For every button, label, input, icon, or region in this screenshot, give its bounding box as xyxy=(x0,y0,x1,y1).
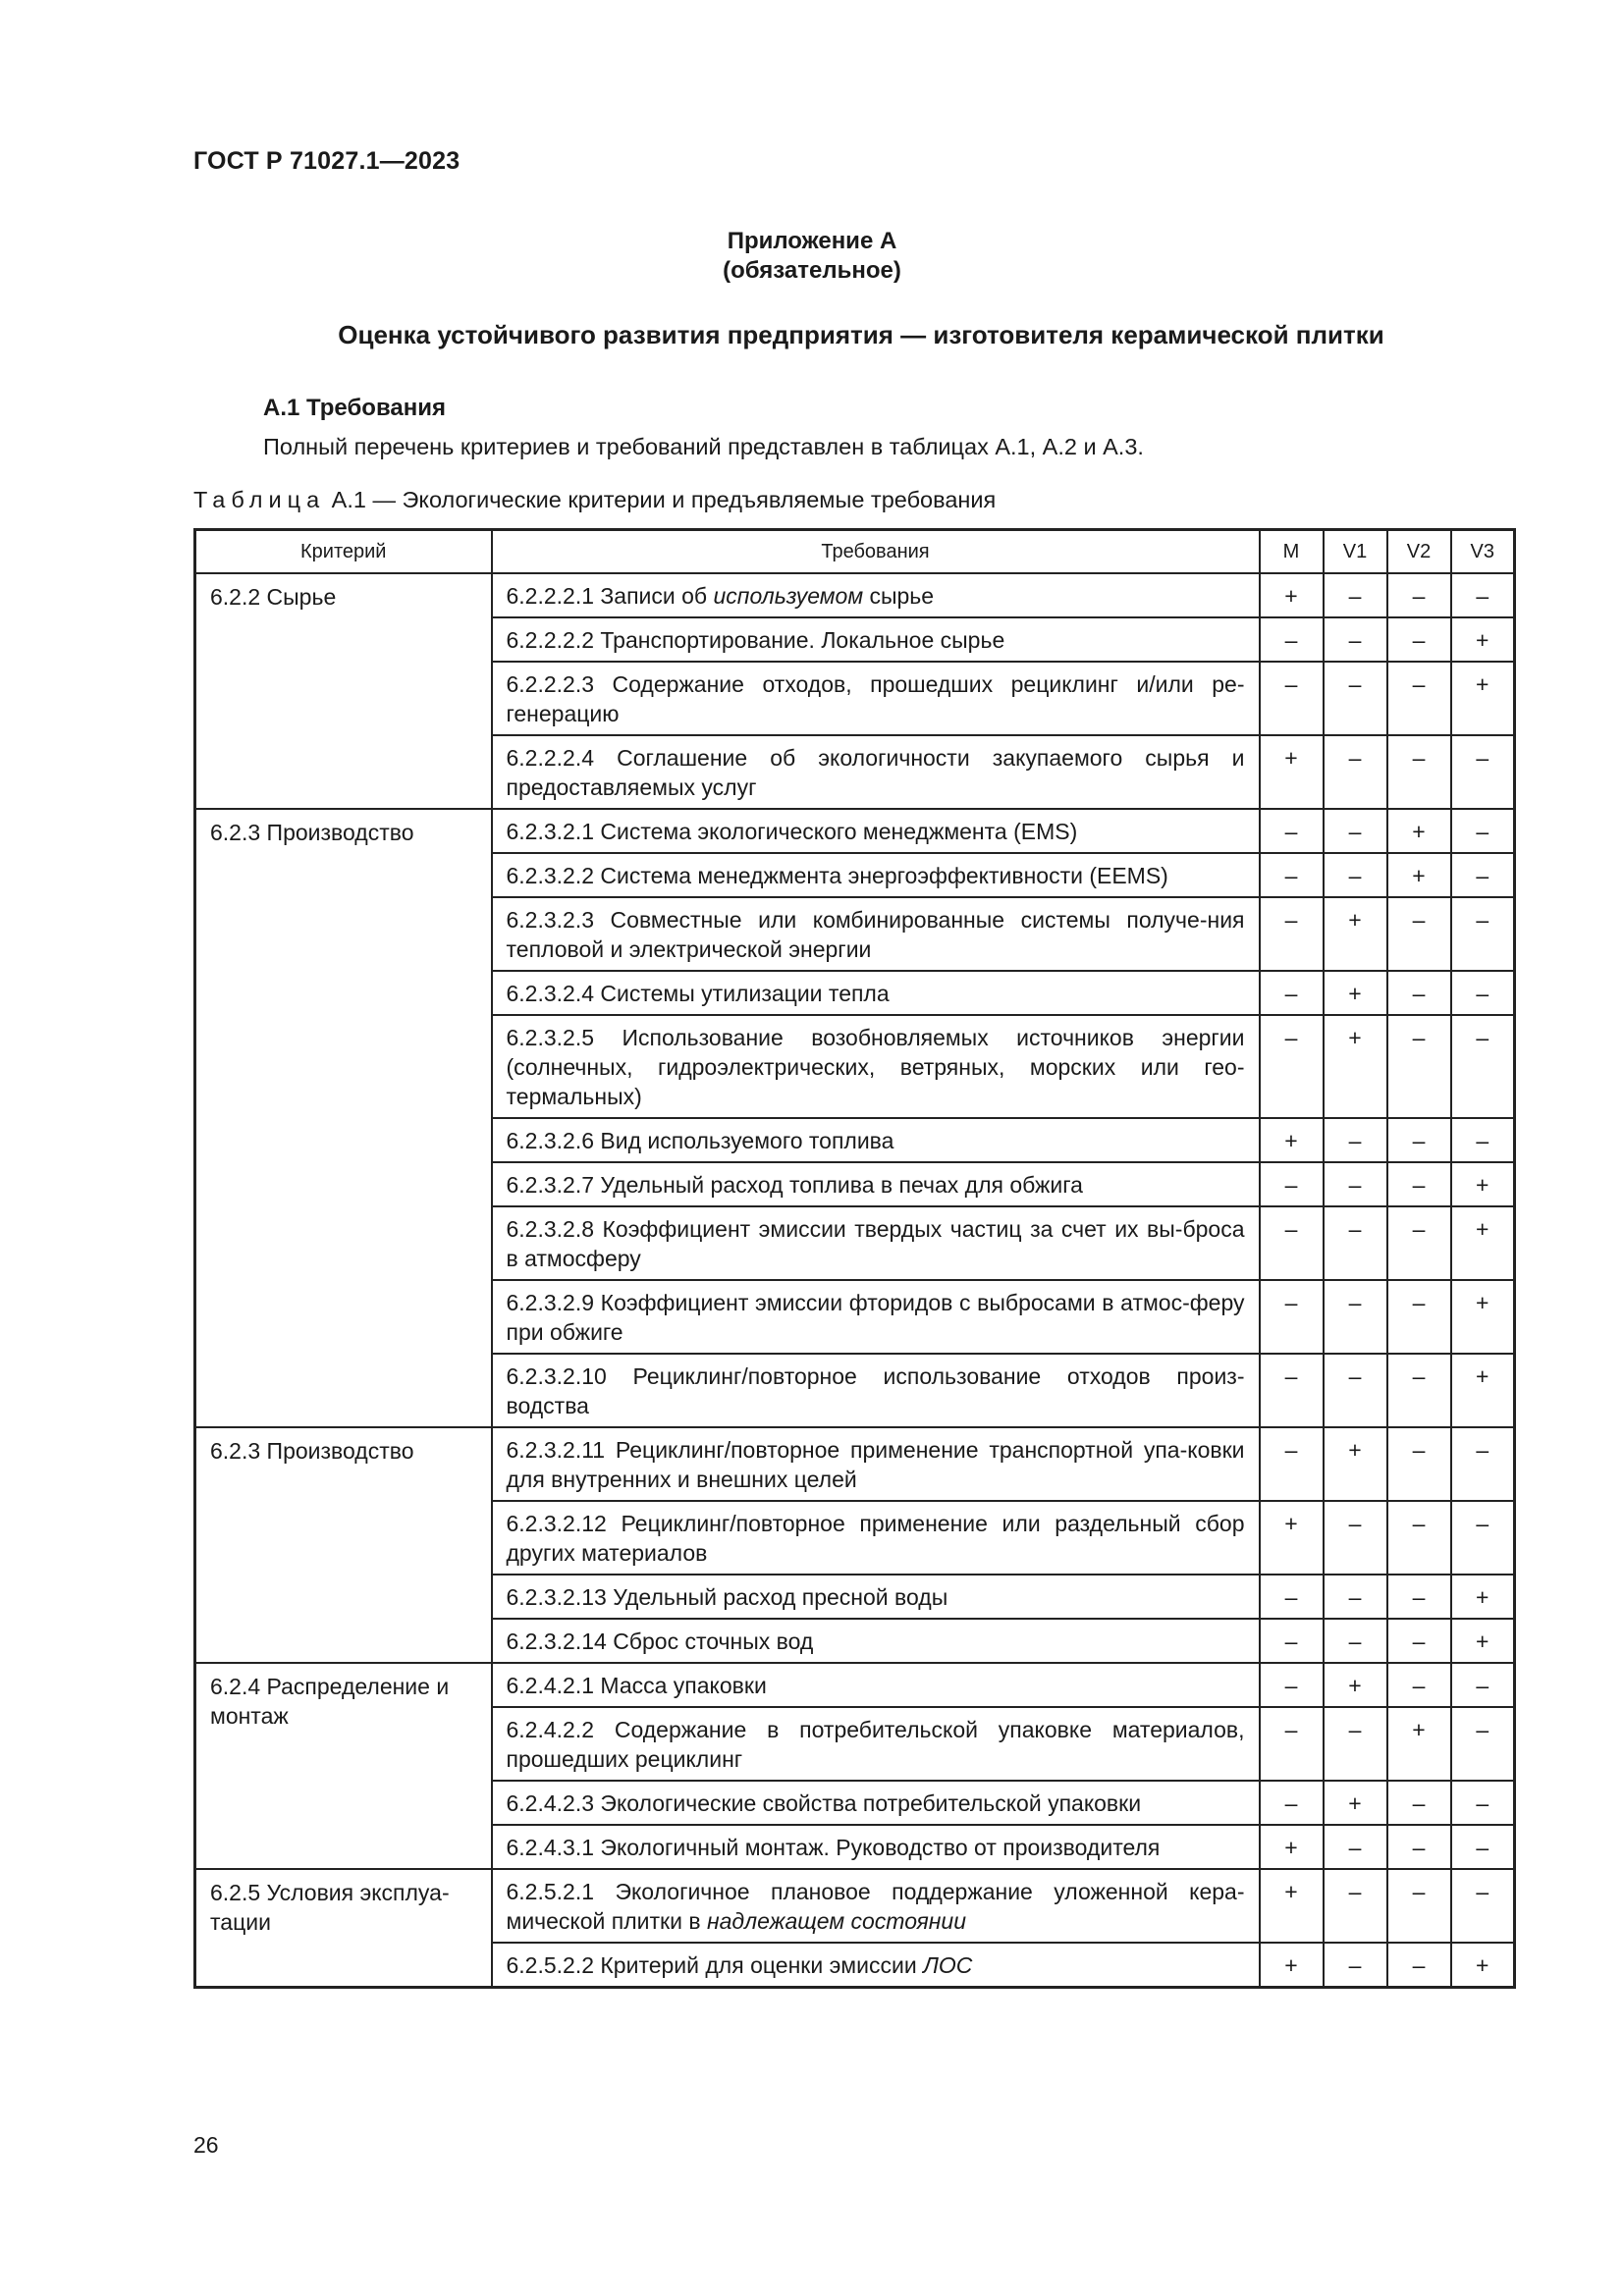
mark-v3: + xyxy=(1451,617,1515,662)
mark-v3: – xyxy=(1451,1781,1515,1825)
mark-m: – xyxy=(1260,1206,1324,1280)
mark-v2: + xyxy=(1387,809,1451,853)
criterion-cell: 6.2.3 Производство xyxy=(195,1427,492,1663)
mark-v2: – xyxy=(1387,662,1451,735)
page-number: 26 xyxy=(193,2132,219,2158)
mark-v1: – xyxy=(1324,1869,1387,1943)
requirement-cell xyxy=(492,1354,1260,1427)
mark-m: – xyxy=(1260,1707,1324,1781)
mark-m: – xyxy=(1260,971,1324,1015)
mark-v3: + xyxy=(1451,1943,1515,1988)
mark-v2: – xyxy=(1387,735,1451,809)
mark-v1: – xyxy=(1324,735,1387,809)
mark-v1: – xyxy=(1324,617,1387,662)
column-header-v2: V2 xyxy=(1387,530,1451,574)
requirement-cell xyxy=(492,1663,1260,1707)
requirement-text: 6.2.2.2.2 Транспортирование. Локальное сырье xyxy=(506,627,1005,653)
column-header-requirements: Требования xyxy=(492,530,1260,574)
mark-v3: – xyxy=(1451,1663,1515,1707)
mark-v2: – xyxy=(1387,1663,1451,1707)
requirement-text: 6.2.2.2.4 Соглашение об экологичности закупаемого сырья и предоставляемых услуг xyxy=(506,745,1245,800)
requirement-cell xyxy=(492,1501,1260,1575)
mark-v1: + xyxy=(1324,971,1387,1015)
criterion-cell: 6.2.2 Сырье xyxy=(195,573,492,809)
requirement-text: 6.2.4.3.1 Экологичный монтаж. Руководство от производителя xyxy=(506,1835,1161,1860)
mark-v2: – xyxy=(1387,1619,1451,1663)
mark-m: – xyxy=(1260,1663,1324,1707)
mark-v3: – xyxy=(1451,1015,1515,1118)
mark-v1: – xyxy=(1324,1825,1387,1869)
mark-v3: – xyxy=(1451,1427,1515,1501)
mark-v1: + xyxy=(1324,1427,1387,1501)
appendix-title: Приложение А xyxy=(727,228,897,254)
mark-m: – xyxy=(1260,809,1324,853)
section-paragraph: Полный перечень критериев и требований представлен в таблицах А.1, А.2 и А.3. xyxy=(263,434,1144,459)
mark-v1: – xyxy=(1324,1707,1387,1781)
requirement-text: 6.2.5.2.1 Экологичное плановое поддержание уложенной кера-мической плитки в xyxy=(506,1879,1245,1934)
mark-m: – xyxy=(1260,1619,1324,1663)
mark-v3: – xyxy=(1451,1825,1515,1869)
mark-v2: – xyxy=(1387,573,1451,617)
mark-v2: – xyxy=(1387,1825,1451,1869)
requirement-text: 6.2.3.2.11 Рециклинг/повторное применение транспортной упа-ковки для внутренних и внешних целей xyxy=(506,1437,1245,1492)
requirement-cell xyxy=(492,1118,1260,1162)
column-header-criterion: Критерий xyxy=(195,530,492,574)
column-header-v3: V3 xyxy=(1451,530,1515,574)
criterion-cell: 6.2.4 Распределение и монтаж xyxy=(195,1663,492,1869)
requirement-cell xyxy=(492,1575,1260,1619)
mark-v3: – xyxy=(1451,971,1515,1015)
mark-m: + xyxy=(1260,1501,1324,1575)
mark-m: – xyxy=(1260,853,1324,897)
table-body xyxy=(195,573,1515,1988)
requirement-cell xyxy=(492,971,1260,1015)
mark-v1: – xyxy=(1324,1501,1387,1575)
table-header-row xyxy=(195,530,1515,574)
table-row xyxy=(195,1663,1515,1707)
requirement-emphasis: используемом xyxy=(713,583,864,609)
criterion-cell: 6.2.3 Производство xyxy=(195,809,492,1427)
mark-v2: – xyxy=(1387,1118,1451,1162)
requirement-text: 6.2.3.2.14 Сброс сточных вод xyxy=(506,1629,814,1654)
requirement-cell xyxy=(492,1280,1260,1354)
mark-v3: + xyxy=(1451,1162,1515,1206)
requirement-cell xyxy=(492,1619,1260,1663)
requirement-text: 6.2.3.2.3 Совместные или комбинированные системы получе-ния тепловой и электрической энергии xyxy=(506,907,1245,962)
requirement-text: 6.2.3.2.13 Удельный расход пресной воды xyxy=(506,1584,948,1610)
mark-v2: – xyxy=(1387,1162,1451,1206)
table-row xyxy=(195,809,1515,853)
section-heading: А.1 Требования xyxy=(263,395,446,421)
requirement-cell xyxy=(492,573,1260,617)
requirement-emphasis: ЛОС xyxy=(923,1952,973,1978)
requirement-text: 6.2.3.2.12 Рециклинг/повторное применение или раздельный сбор других материалов xyxy=(506,1511,1245,1566)
mark-m: – xyxy=(1260,1781,1324,1825)
mark-v1: + xyxy=(1324,1663,1387,1707)
mark-v1: – xyxy=(1324,853,1387,897)
requirement-cell xyxy=(492,1943,1260,1988)
mark-m: + xyxy=(1260,1943,1324,1988)
mark-v2: – xyxy=(1387,971,1451,1015)
mark-v2: – xyxy=(1387,1781,1451,1825)
requirement-cell xyxy=(492,853,1260,897)
mark-v3: – xyxy=(1451,1501,1515,1575)
mark-m: – xyxy=(1260,897,1324,971)
document-code: ГОСТ Р 71027.1—2023 xyxy=(193,147,460,175)
mark-v1: – xyxy=(1324,1943,1387,1988)
mark-v3: – xyxy=(1451,573,1515,617)
mark-v1: + xyxy=(1324,897,1387,971)
mark-v2: – xyxy=(1387,1354,1451,1427)
requirement-cell xyxy=(492,809,1260,853)
requirement-text: 6.2.3.2.4 Системы утилизации тепла xyxy=(506,981,890,1006)
requirement-text: 6.2.4.2.1 Масса упаковки xyxy=(506,1673,767,1698)
mark-v1: – xyxy=(1324,1118,1387,1162)
requirement-text: 6.2.3.2.7 Удельный расход топлива в печах для обжига xyxy=(506,1172,1083,1198)
mark-m: + xyxy=(1260,1118,1324,1162)
mark-v3: + xyxy=(1451,1575,1515,1619)
requirement-cell xyxy=(492,1206,1260,1280)
mark-v1: – xyxy=(1324,662,1387,735)
mark-v1: – xyxy=(1324,1280,1387,1354)
mark-v1: + xyxy=(1324,1781,1387,1825)
mark-m: – xyxy=(1260,1015,1324,1118)
table-caption-label: Таблица xyxy=(193,487,326,512)
mark-m: – xyxy=(1260,1427,1324,1501)
mark-v2: – xyxy=(1387,1427,1451,1501)
column-header-v1: V1 xyxy=(1324,530,1387,574)
mark-m: – xyxy=(1260,1280,1324,1354)
mark-v3: + xyxy=(1451,1280,1515,1354)
mark-v3: – xyxy=(1451,735,1515,809)
requirement-text: 6.2.3.2.10 Рециклинг/повторное использование отходов произ-водства xyxy=(506,1363,1245,1418)
requirement-text: 6.2.2.2.1 Записи об xyxy=(506,583,714,609)
mark-v1: – xyxy=(1324,1206,1387,1280)
requirement-text: 6.2.5.2.2 Критерий для оценки эмиссии xyxy=(506,1952,924,1978)
appendix-status: (обязательное) xyxy=(723,257,901,284)
requirement-text-tail: сырье xyxy=(863,583,935,609)
requirement-text: 6.2.3.2.1 Система экологического менеджмента (EMS) xyxy=(506,819,1078,844)
requirement-cell xyxy=(492,735,1260,809)
page-title: Оценка устойчивого развития предприятия — изготовителя керамической плитки xyxy=(338,320,1384,349)
mark-v3: – xyxy=(1451,809,1515,853)
mark-v2: + xyxy=(1387,853,1451,897)
requirement-cell xyxy=(492,1162,1260,1206)
mark-m: – xyxy=(1260,617,1324,662)
mark-v3: – xyxy=(1451,1118,1515,1162)
requirement-text: 6.2.4.2.3 Экологические свойства потребительской упаковки xyxy=(506,1790,1142,1816)
mark-m: + xyxy=(1260,735,1324,809)
mark-m: + xyxy=(1260,1825,1324,1869)
mark-v3: – xyxy=(1451,1707,1515,1781)
mark-v1: – xyxy=(1324,1162,1387,1206)
requirements-table xyxy=(193,528,1516,1989)
requirement-cell xyxy=(492,1707,1260,1781)
mark-v2: – xyxy=(1387,897,1451,971)
requirement-cell xyxy=(492,617,1260,662)
requirement-text: 6.2.3.2.9 Коэффициент эмиссии фторидов с выбросами в атмос-феру при обжиге xyxy=(506,1290,1245,1345)
mark-v1: – xyxy=(1324,573,1387,617)
requirement-cell xyxy=(492,1825,1260,1869)
mark-m: – xyxy=(1260,1575,1324,1619)
mark-m: + xyxy=(1260,573,1324,617)
mark-v2: – xyxy=(1387,1869,1451,1943)
mark-v1: + xyxy=(1324,1015,1387,1118)
mark-v2: – xyxy=(1387,617,1451,662)
mark-v2: + xyxy=(1387,1707,1451,1781)
mark-v2: – xyxy=(1387,1943,1451,1988)
mark-v2: – xyxy=(1387,1015,1451,1118)
column-header-m: M xyxy=(1260,530,1324,574)
requirement-text: 6.2.3.2.6 Вид используемого топлива xyxy=(506,1128,894,1153)
mark-v3: – xyxy=(1451,897,1515,971)
mark-v1: – xyxy=(1324,1354,1387,1427)
requirement-text: 6.2.2.2.3 Содержание отходов, прошедших рециклинг и/или ре-генерацию xyxy=(506,671,1245,726)
mark-v3: + xyxy=(1451,662,1515,735)
mark-v2: – xyxy=(1387,1206,1451,1280)
requirement-cell xyxy=(492,662,1260,735)
mark-v2: – xyxy=(1387,1575,1451,1619)
requirement-text: 6.2.4.2.2 Содержание в потребительской упаковке материалов, прошедших рециклинг xyxy=(506,1717,1245,1772)
requirement-text: 6.2.3.2.8 Коэффициент эмиссии твердых частиц за счет их вы-броса в атмосферу xyxy=(506,1216,1245,1271)
mark-v3: + xyxy=(1451,1206,1515,1280)
mark-m: – xyxy=(1260,662,1324,735)
mark-v3: + xyxy=(1451,1354,1515,1427)
mark-v1: – xyxy=(1324,1575,1387,1619)
requirement-text: 6.2.3.2.5 Использование возобновляемых источников энергии (солнечных, гидроэлектрических, ветряных, морских или гео-термальных) xyxy=(506,1025,1245,1109)
mark-v2: – xyxy=(1387,1501,1451,1575)
mark-v1: – xyxy=(1324,1619,1387,1663)
mark-v1: – xyxy=(1324,809,1387,853)
requirement-cell xyxy=(492,1781,1260,1825)
mark-v3: + xyxy=(1451,1619,1515,1663)
mark-v2: – xyxy=(1387,1280,1451,1354)
requirement-text: 6.2.3.2.2 Система менеджмента энергоэффективности (EEMS) xyxy=(506,863,1168,888)
requirement-cell xyxy=(492,1427,1260,1501)
requirement-emphasis: надлежащем состоянии xyxy=(706,1908,967,1934)
requirement-cell xyxy=(492,1015,1260,1118)
table-row xyxy=(195,1869,1515,1943)
table-caption-text: А.1 — Экологические критерии и предъявляемые требования xyxy=(325,487,997,512)
mark-m: + xyxy=(1260,1869,1324,1943)
mark-v3: – xyxy=(1451,1869,1515,1943)
table-caption xyxy=(193,487,996,513)
mark-v3: – xyxy=(1451,853,1515,897)
requirement-cell xyxy=(492,1869,1260,1943)
table-row xyxy=(195,573,1515,617)
mark-m: – xyxy=(1260,1354,1324,1427)
criterion-cell: 6.2.5 Условия эксплуа-тации xyxy=(195,1869,492,1988)
table-row xyxy=(195,1427,1515,1501)
mark-m: – xyxy=(1260,1162,1324,1206)
requirement-cell xyxy=(492,897,1260,971)
